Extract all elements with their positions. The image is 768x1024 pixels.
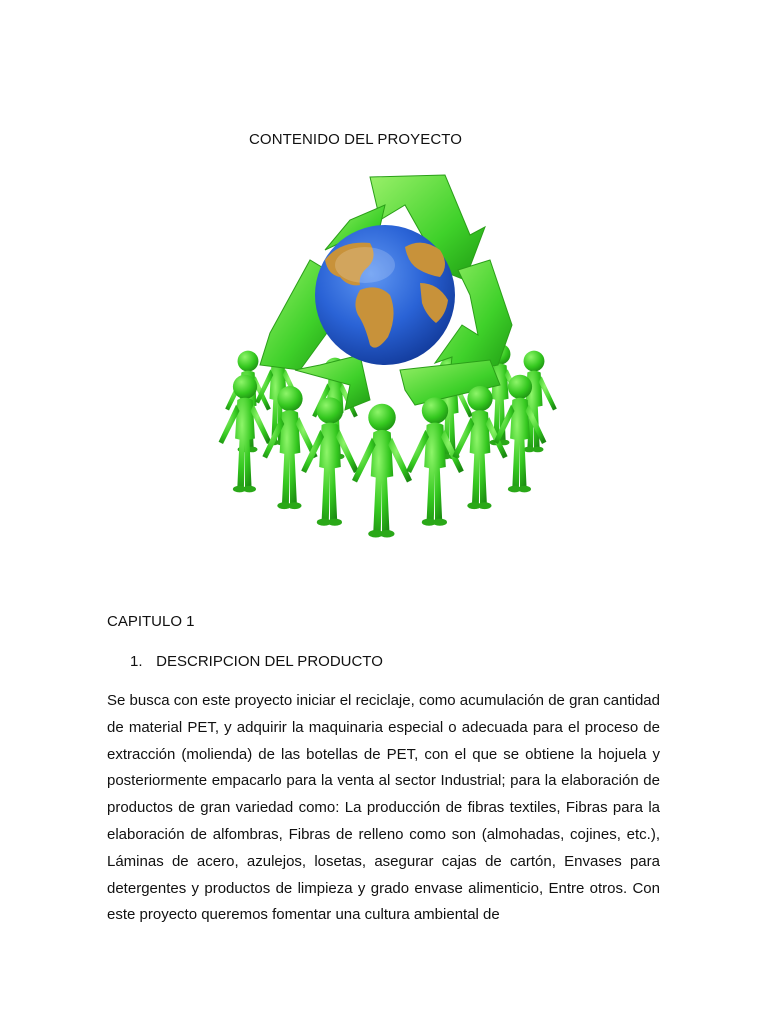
recycling-globe-people-icon [200, 165, 580, 555]
section-heading [130, 653, 383, 670]
document-title: CONTENIDO DEL PROYECTO [249, 131, 463, 148]
body-paragraph: Se busca con este proyecto iniciar el reciclaje, como acumulación de gran cantidad de material PET, y adquirir la maquinaria especial o adecuada para el proceso de extracción (molienda) de las botellas de PET, con el que se obtiene la hojuela y posteriormente empacarlo para la venta al sector Industrial; para la elaboración de productos de gran variedad como: La producción de fibras textiles, Fibras para la elaboración de alfombras, Fibras de relleno como son (almohadas, cojines, etc.), Láminas de acero, azulejos, losetas, asegurar cajas de cartón, Envases para detergentes y productos de limpieza y grado envase alimenticio, Entre otros. Con este proyecto queremos fomentar una cultura ambiental de [107, 692, 660, 924]
chapter-heading: CAPITULO 1 [107, 613, 195, 630]
section-number: 1. [130, 653, 143, 670]
section-title: DESCRIPCION DEL PRODUCTO [156, 653, 383, 670]
globe [315, 225, 455, 365]
